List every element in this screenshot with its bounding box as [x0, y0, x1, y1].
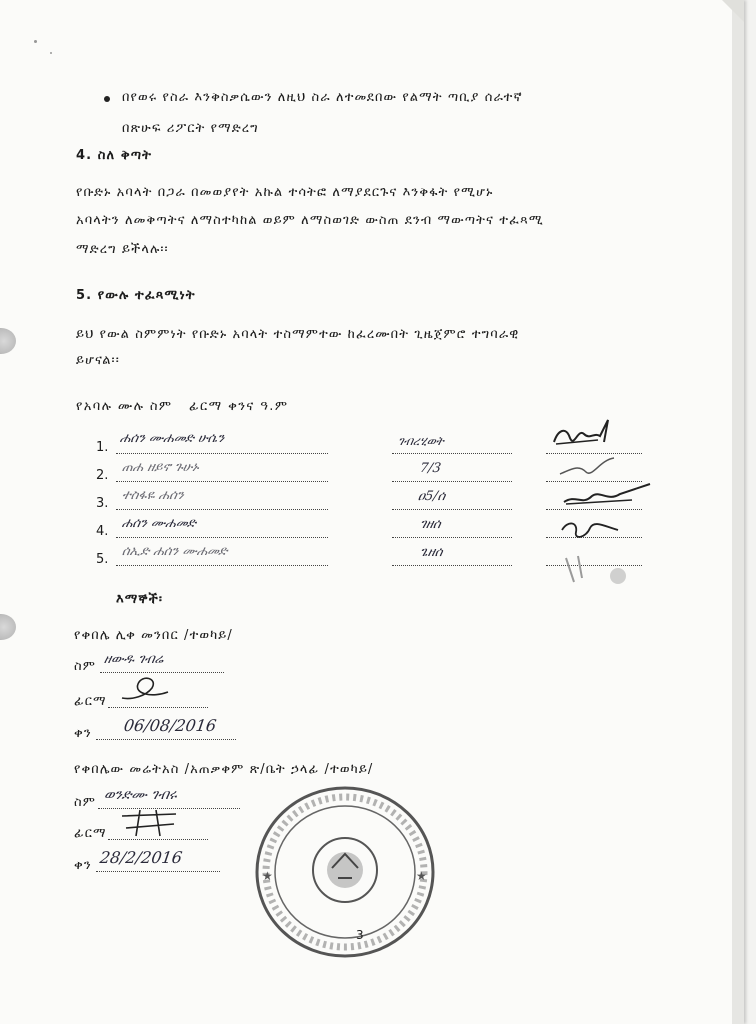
member-signature-3: [560, 480, 656, 510]
name-line: [116, 565, 328, 566]
bullet-text-line1: በየወሩ የስራ እንቅስቃሴውን ለዚህ ስራ ለተመደበው የልማት ጣቢያ ሰራተኛ: [122, 90, 523, 105]
official-stamp: [250, 782, 440, 962]
punch-hole-bottom: [0, 614, 16, 640]
member-number: 5.: [96, 552, 109, 567]
member-signature-5: [560, 548, 630, 588]
witness2-sign-label: ፊርማ: [74, 826, 107, 841]
svg-text:★: ★: [262, 869, 273, 883]
witness2-date-line: [96, 871, 220, 872]
member-date: 7/3: [418, 461, 442, 476]
members-header: የአባሉ ሙሉ ስም ፊርማ ቀንና ዓ.ም: [76, 399, 289, 414]
member-number: 3.: [96, 496, 109, 511]
member-date: ገብረሂወት: [397, 434, 445, 448]
witness1-date-value: 06/08/2016: [122, 716, 218, 735]
scan-speck: [50, 52, 52, 54]
member-number: 2.: [96, 468, 109, 483]
svg-text:★: ★: [416, 869, 427, 883]
witness2-date-value: 28/2/2016: [98, 848, 184, 867]
section4-heading: 4. ስለ ቅጣት: [76, 148, 152, 163]
date-line: [392, 565, 512, 566]
name-line: [116, 453, 328, 454]
member-name: ሰኢድ ሐሰን ሙሐመድ: [120, 544, 229, 559]
member-number: 1.: [96, 440, 109, 455]
date-line: [392, 509, 512, 510]
member-name: ሐሰን ሙሐመድ ሁሴን: [118, 431, 226, 446]
member-signature-2: [556, 452, 626, 482]
witnesses-heading: እማኞች፡: [116, 592, 164, 607]
witness1-name-label: ስም: [74, 659, 96, 674]
name-line: [116, 481, 328, 482]
witness2-name-label: ስም: [74, 795, 96, 810]
witness2-signature: [116, 806, 186, 840]
witness1-signature: [112, 670, 182, 706]
folded-corner: [722, 0, 744, 22]
section5-heading: 5. የውሉ ተፈጻሚነት: [76, 288, 196, 303]
section4-line1: የቡድኑ አባላት በጋራ በመወያየት አኩል ተሳትፎ ለማያደርጉና እንቅፋት የሚሆኑ: [76, 185, 494, 200]
member-signature-4: [556, 512, 626, 542]
witness2-heading: የቀበሌው መሬትአስ /አጠቃቀም ጽ/ቤት ኃላፊ /ተወካይ/: [74, 762, 374, 777]
date-line: [392, 453, 512, 454]
bullet-text-line2: በጽሁፍ ሪፖርት የማድረግ: [122, 121, 259, 136]
name-line: [116, 537, 328, 538]
section5-line2: ይሆናል፡፡: [76, 353, 120, 368]
witness1-sign-line: [108, 707, 208, 708]
witness1-sign-label: ፊርማ: [74, 694, 107, 709]
member-date: ገዘሰ: [418, 517, 442, 532]
member-name: ጠሐ ዘይኖ ጉሁኑ: [120, 460, 200, 475]
witness1-name-value: ዘውዱ ገብሬ: [102, 652, 165, 667]
member-name: ተስፋዬ ሐሰን: [120, 488, 185, 503]
page-number: 3: [356, 928, 364, 942]
section4-line3: ማድረግ ይችላሉ፡፡: [76, 242, 169, 257]
member-name: ሐሰን ሙሐመድ: [120, 516, 197, 531]
witness1-date-label: ቀን: [74, 726, 92, 741]
member-number: 4.: [96, 524, 109, 539]
date-line: [392, 537, 512, 538]
punch-hole-top: [0, 328, 16, 354]
member-date: ጌዘሰ: [418, 545, 444, 560]
witness2-name-value: ወንድሙ ገብሩ: [102, 787, 178, 803]
scan-speck: [34, 40, 37, 43]
witness2-date-label: ቀን: [74, 858, 92, 873]
member-date: ዐ5/ሰ: [416, 489, 447, 504]
witness1-date-line: [96, 739, 236, 740]
section5-line1: ይህ የውል ስምምነት የቡድኑ አባላት ተስማምተው ከፈረሙበት ጊዜጀምሮ ተግባራዊ: [76, 327, 520, 342]
name-line: [116, 509, 328, 510]
bullet-icon: [104, 96, 110, 102]
section4-line2: አባላትን ለመቅጣትና ለማስተካከል ወይም ለማስወገድ ውስጠ ደንብ ማውጣትና ተፈጻሚ: [76, 213, 544, 228]
date-line: [392, 481, 512, 482]
member-signature-1: [548, 412, 618, 452]
witness1-heading: የቀበሌ ሊቀ መንበር /ተወካይ/: [74, 628, 233, 643]
page-edge: [732, 0, 744, 1024]
